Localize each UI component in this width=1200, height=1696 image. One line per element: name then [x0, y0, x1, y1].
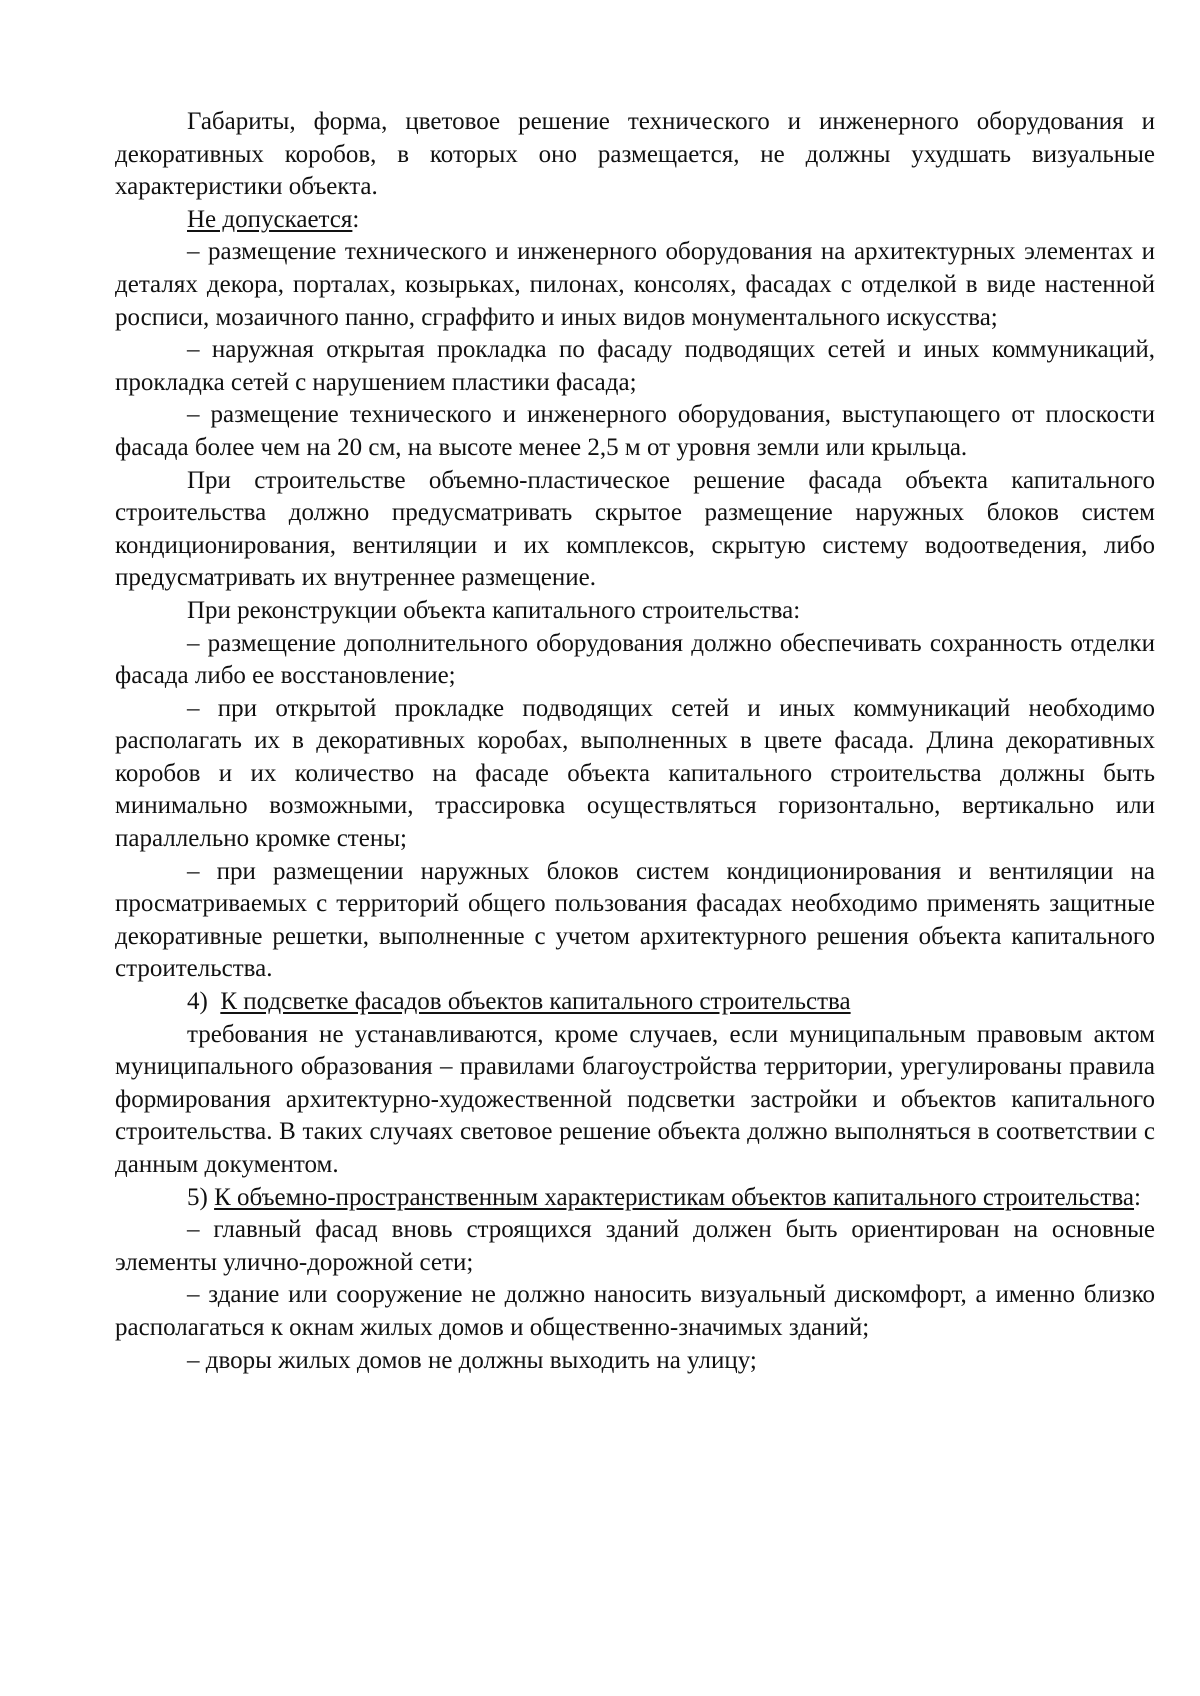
section-5-heading — [115, 1182, 1155, 1215]
section-5-title: К объемно-пространственным характеристикам объектов капитального строительства — [214, 1183, 1135, 1211]
section-4-number: 4) — [187, 988, 208, 1016]
paragraph-lighting-requirements: требования не устанавливаются, кроме случаев, если муниципальным правовым актом муниципального образования – правилами благоустройства территории, урегулированы правила формирования архитектурно-художественной подсветки застройки и объектов капитального строительства. В таких случаях световое решение объекта должно выполняться в соответствии с данным документом. — [115, 1020, 1155, 1178]
not-allowed-colon: : — [352, 205, 360, 233]
paragraph-reconstruction: При реконструкции объекта капитального строительства: — [187, 596, 801, 624]
paragraph-not-allowed-heading — [115, 204, 1155, 237]
list-item-placement-on-decor: – размещение технического и инженерного оборудования на архитектурных элементах и деталях декора, порталах, козырьках, пилонах, консолях, фасадах с отделкой в виде настенной росписи, мозаичного панно, сграффито и иных видов монументального искусства; — [115, 238, 1155, 331]
paragraph-dimensions: Габариты, форма, цветовое решение технического и инженерного оборудования и декоративных коробов, в которых оно размещается, не должны ухудшать визуальные характеристики объекта. — [115, 108, 1155, 201]
list-item-main-facade: – главный фасад вновь строящихся зданий должен быть ориентирован на основные элементы улично-дорожной сети; — [115, 1216, 1155, 1276]
section-5-number: 5) — [187, 1183, 208, 1211]
list-item-decorative-boxes: – при открытой прокладке подводящих сетей и иных коммуникаций необходимо располагать их в декоративных коробах, выполненных в цвете фасада. Длина декоративных коробов и их количество на фасаде объекта капитального строительства должны быть минимально возможными, трассировка осуществляться горизонтально, вертикально или параллельно кромке стены; — [115, 694, 1155, 853]
list-item-additional-equipment: – размещение дополнительного оборудования должно обеспечивать сохранность отделки фасада либо ее восстановление; — [115, 629, 1155, 690]
paragraph-construction: При строительстве объемно-пластическое решение фасада объекта капитального строительства должно предусматривать скрытое размещение наружных блоков систем кондиционирования, вентиляции и их комплексов, скрытую систему водоотведения, либо предусматривать их внутреннее размещение. — [115, 466, 1155, 592]
list-item-protective-grilles: – при размещении наружных блоков систем кондиционирования и вентиляции на просматриваемых с территорий общего пользования фасадах необходимо применять защитные декоративные решетки, выполненные с учетом архитектурного решения объекта капитального строительства. — [115, 857, 1155, 983]
list-item-protruding-equipment: – размещение технического и инженерного оборудования, выступающего от плоскости фасада более чем на 20 см, на высоте менее 2,5 м от уровня земли или крыльца. — [115, 401, 1155, 461]
section-5-colon: : — [1134, 1183, 1141, 1211]
document-page — [115, 106, 1155, 1377]
list-item-courtyards: – дворы жилых домов не должны выходить на улицу; — [187, 1346, 757, 1374]
list-item-open-laying: – наружная открытая прокладка по фасаду подводящих сетей и иных коммуникаций, прокладка сетей с нарушением пластики фасада; — [115, 336, 1155, 396]
section-4-heading — [115, 986, 1155, 1019]
section-4-title: К подсветке фасадов объектов капитального строительства — [220, 988, 851, 1016]
list-item-visual-discomfort: – здание или сооружение не должно наносить визуальный дискомфорт, а именно близко располагаться к окнам жилых домов и общественно-значимых зданий; — [115, 1281, 1155, 1341]
not-allowed-heading: Не допускается — [187, 205, 353, 233]
